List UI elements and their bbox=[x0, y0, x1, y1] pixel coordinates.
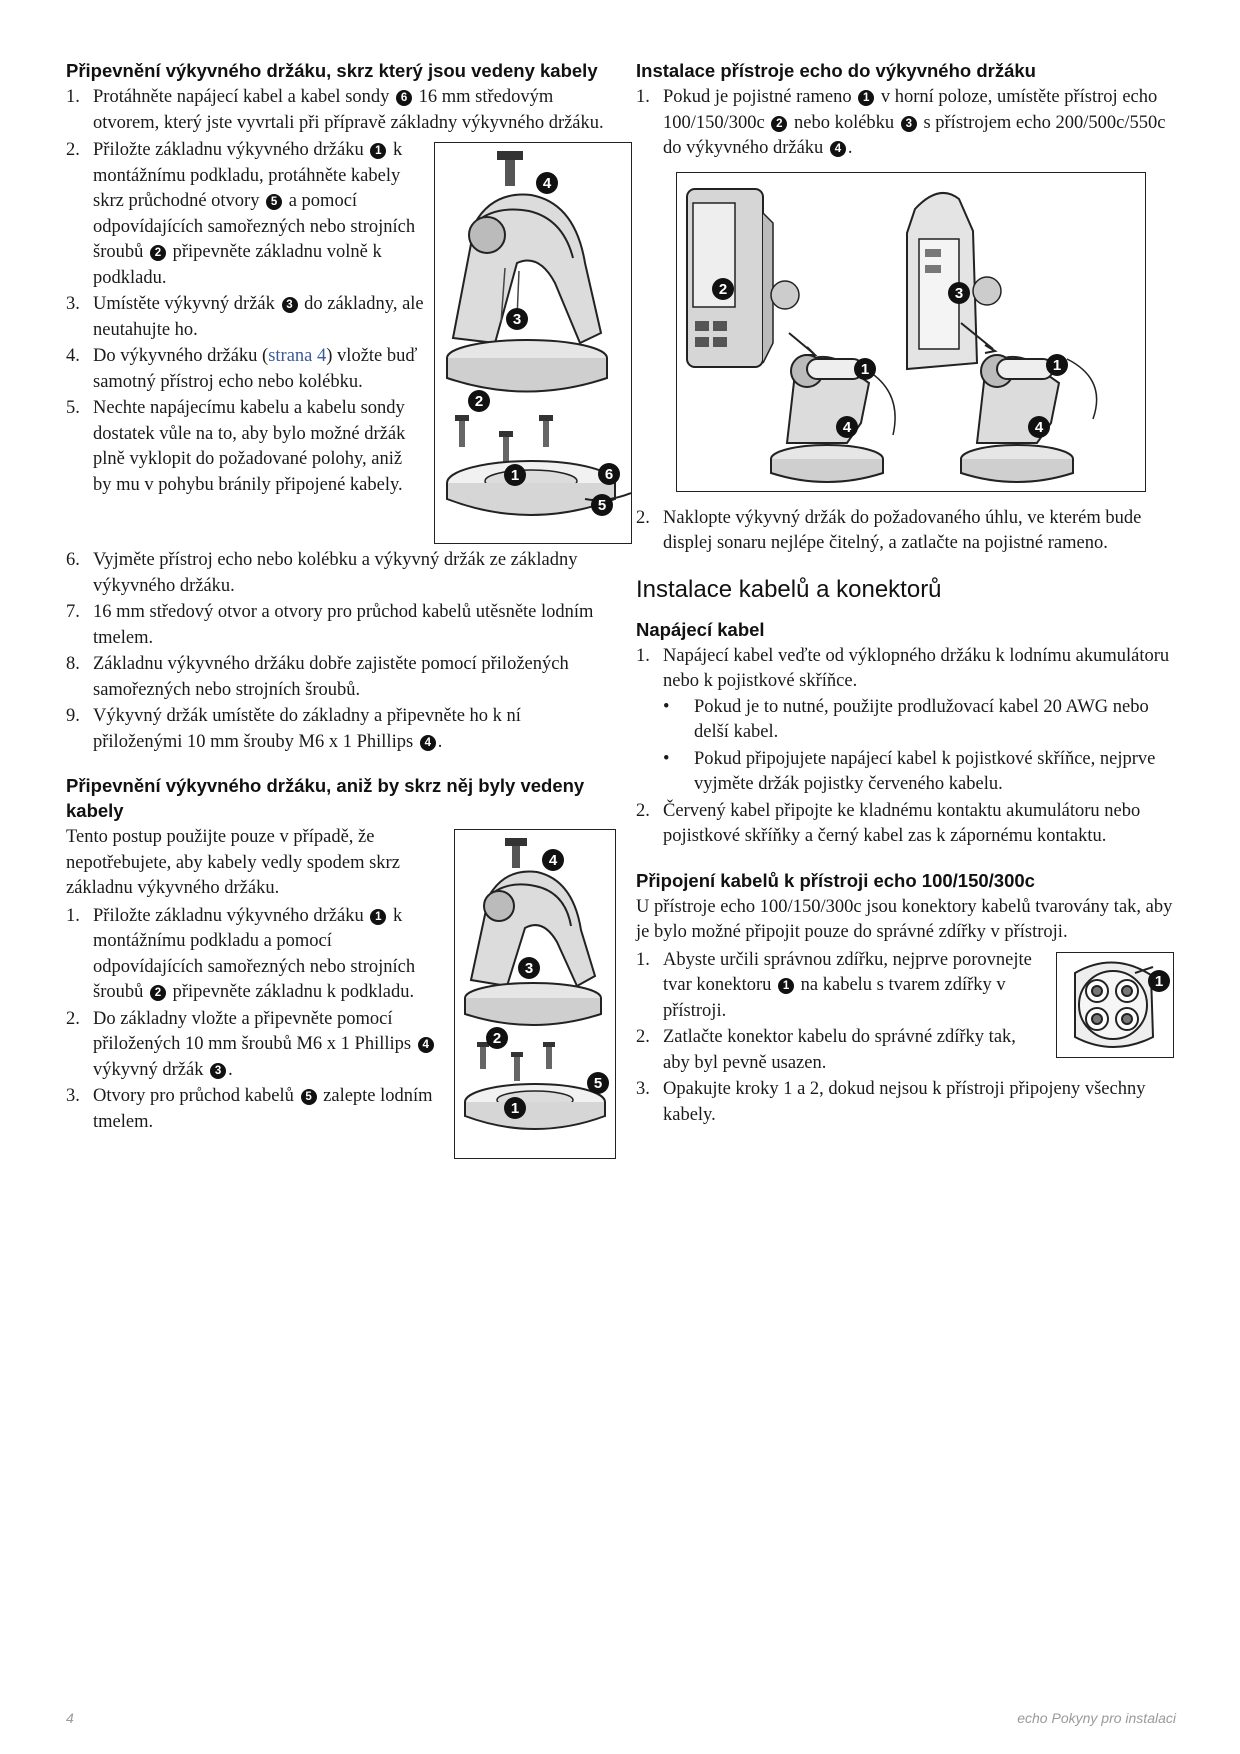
steps-list-install-echo-cont bbox=[636, 506, 1176, 557]
section-heading-connect-cables: Připojení kabelů k přístroji echo 100/150/300c bbox=[636, 869, 1035, 891]
figure-label: 2 bbox=[492, 1030, 502, 1047]
figure-label: 1 bbox=[860, 360, 870, 378]
right-column bbox=[636, 58, 1176, 1130]
list-item: 3. Otvory pro průchod kabelů 5 zalepte lodním tmelem. bbox=[66, 1086, 433, 1132]
section-heading-cables-not-through: Připevnění výkyvného držáku, aniž by skrz něj byly vedeny kabely bbox=[66, 775, 585, 821]
callout-4-icon: 4 bbox=[418, 1037, 434, 1053]
list-item: 8. Základnu výkyvného držáku dobře zajistěte pomocí přiložených samořezných nebo strojních šroubů. bbox=[66, 654, 569, 700]
callout-4-icon: 4 bbox=[830, 141, 846, 157]
page-link[interactable]: strana 4 bbox=[268, 346, 327, 366]
list-item: 1. Pokud je pojistné rameno 1 v horní poloze, umístěte přístroj echo 100/150/300c 2 nebo kolébku 3 s přístrojem echo 200/500c/550c do výkyvného držáku 4 . bbox=[636, 87, 1166, 158]
figure-label: 1 bbox=[510, 1100, 520, 1117]
list-item: 2. Naklopte výkyvný držák do požadovaného úhlu, ve kterém bude displej sonaru nejlépe čitelný, a zatlačte na pojistné rameno. bbox=[636, 507, 1142, 553]
list-item: 2. Přiložte základnu výkyvného držáku 1 k montážnímu podkladu, protáhněte kabely skrz průchodné otvory 5 a pomocí odpovídajících samořezných nebo strojních šroubů 2 připevněte základnu volně k podkladu. bbox=[66, 140, 416, 288]
figure-label: 5 bbox=[593, 1075, 603, 1092]
section-heading-power-cable: Napájecí kabel bbox=[636, 618, 765, 640]
callout-1-icon: 1 bbox=[778, 978, 794, 994]
list-item: 3. Umístěte výkyvný držák 3 do základny, ale neutahujte ho. bbox=[66, 294, 424, 340]
figure-label: 4 bbox=[548, 852, 558, 869]
steps-list-cables-through bbox=[66, 85, 606, 136]
callout-5-icon: 5 bbox=[301, 1089, 317, 1105]
list-item: 1. Napájecí kabel veďte od výklopného držáku k lodnímu akumulátoru nebo k pojistkové skříňce. • Pokud je to nutné, použijte prodlužovací kabel 20 AWG nebo delší kabel. • Pokud připojujete napájecí kabel k pojistkové skříňce, nejprve vyjměte držák pojistky červeného kabelu. bbox=[636, 644, 1176, 798]
list-item: 1. Protáhněte napájecí kabel a kabel sondy 6 16 mm středovým otvorem, který jste vyvrtali při přípravě základny výkyvného držáku. bbox=[66, 87, 604, 133]
bullet-list bbox=[663, 695, 1176, 798]
figure-echo-into-mount bbox=[676, 172, 1146, 492]
steps-list-install-echo bbox=[636, 85, 1176, 162]
callout-3-icon: 3 bbox=[210, 1063, 226, 1079]
figure-label: 1 bbox=[1052, 356, 1062, 374]
figure-label: 3 bbox=[524, 960, 534, 977]
list-item: 5. Nechte napájecímu kabelu a kabelu sondy dostatek vůle na to, aby bylo možné držák plně vyklopit do požadované polohy, aniž by mu v pohybu bránily připojené kabely. bbox=[66, 398, 406, 495]
figure-label: 6 bbox=[604, 466, 614, 483]
steps-list-cables-through-cont bbox=[66, 138, 606, 755]
figure-label: 3 bbox=[512, 311, 522, 328]
callout-1-icon: 1 bbox=[858, 90, 874, 106]
list-item: • Pokud je to nutné, použijte prodlužovací kabel 20 AWG nebo delší kabel. bbox=[663, 696, 1149, 742]
list-item: 2. Červený kabel připojte ke kladnému kontaktu akumulátoru nebo pojistkové skříňky a černý kabel zas k zápornému kontaktu. bbox=[636, 800, 1141, 846]
list-item: 6. Vyjměte přístroj echo nebo kolébku a výkyvný držák ze základny výkyvného držáku. bbox=[66, 550, 578, 596]
figure-label: 3 bbox=[954, 284, 964, 302]
list-item: 2. Zatlačte konektor kabelu do správné zdířky tak, aby byl pevně usazen. bbox=[636, 1027, 1016, 1073]
section-title-cables-connectors: Instalace kabelů a konektorů bbox=[636, 575, 942, 603]
callout-6-icon: 6 bbox=[396, 90, 412, 106]
section-intro: U přístroje echo 100/150/300c jsou konektory kabelů tvarovány tak, aby je bylo možné připojit pouze do správné zdířky v přístroji. bbox=[636, 896, 1173, 942]
section-heading-cables-through: Připevnění výkyvného držáku, skrz který jsou vedeny kabely bbox=[66, 60, 598, 81]
document-title: echo Pokyny pro instalaci bbox=[1017, 1710, 1176, 1726]
list-item: 2. Do základny vložte a připevněte pomocí přiložených 10 mm šroubů M6 x 1 Phillips 4 výkyvný držák 3 . bbox=[66, 1007, 606, 1084]
callout-1-icon: 1 bbox=[370, 143, 386, 159]
steps-list-connect-cables bbox=[636, 948, 1176, 1129]
callout-3-icon: 3 bbox=[901, 116, 917, 132]
figure-label: 2 bbox=[474, 393, 484, 410]
list-item: 7. 16 mm středový otvor a otvory pro průchod kabelů utěsněte lodním tmelem. bbox=[66, 602, 594, 648]
figure-label: 2 bbox=[718, 280, 728, 298]
figure-label: 4 bbox=[842, 418, 852, 436]
list-item: 1. Abyste určili správnou zdířku, nejprve porovnejte tvar konektoru 1 na kabelu s tvarem zdířky v přístroji. bbox=[636, 949, 1032, 1021]
section-heading-install-echo: Instalace přístroje echo do výkyvného držáku bbox=[636, 60, 1036, 81]
callout-2-icon: 2 bbox=[771, 116, 787, 132]
figure-label: 4 bbox=[1034, 418, 1044, 436]
figure-label: 4 bbox=[542, 175, 552, 192]
list-item: 4. Do výkyvného držáku (strana 4) vložte buď samotný přístroj echo nebo kolébku. bbox=[66, 346, 418, 392]
callout-3-icon: 3 bbox=[282, 297, 298, 313]
callout-4-icon: 4 bbox=[420, 735, 436, 751]
section-intro: Tento postup použijte pouze v případě, že nepotřebujete, aby kabely vedly spodem skrz základnu výkyvného držáku. bbox=[66, 827, 400, 898]
steps-list-power-cable bbox=[636, 644, 1176, 850]
list-item: 1. Přiložte základnu výkyvného držáku 1 k montážnímu podkladu a pomocí odpovídajících samořezných nebo strojních šroubů 2 připevněte základnu k podkladu. bbox=[66, 905, 416, 1002]
callout-2-icon: 2 bbox=[150, 245, 166, 261]
left-column bbox=[66, 58, 614, 1163]
list-item: 9. Výkyvný držák umístěte do základny a připevněte ho k ní přiloženými 10 mm šrouby M6 x 1 Phillips 4 . bbox=[66, 706, 521, 752]
page-number: 4 bbox=[66, 1710, 74, 1726]
figure-label: 5 bbox=[597, 497, 607, 514]
list-item: 3. Opakujte kroky 1 a 2, dokud nejsou k přístroji připojeny všechny kabely. bbox=[636, 1079, 1146, 1125]
callout-2-icon: 2 bbox=[150, 985, 166, 1001]
callout-5-icon: 5 bbox=[266, 194, 282, 210]
figure-label: 1 bbox=[1154, 972, 1164, 990]
callout-1-icon: 1 bbox=[370, 909, 386, 925]
steps-list-cables-not-through bbox=[66, 904, 606, 1136]
figure-label: 1 bbox=[510, 467, 520, 484]
list-item: • Pokud připojujete napájecí kabel k pojistkové skříňce, nejprve vyjměte držák pojistky červeného kabelu. bbox=[663, 748, 1156, 794]
